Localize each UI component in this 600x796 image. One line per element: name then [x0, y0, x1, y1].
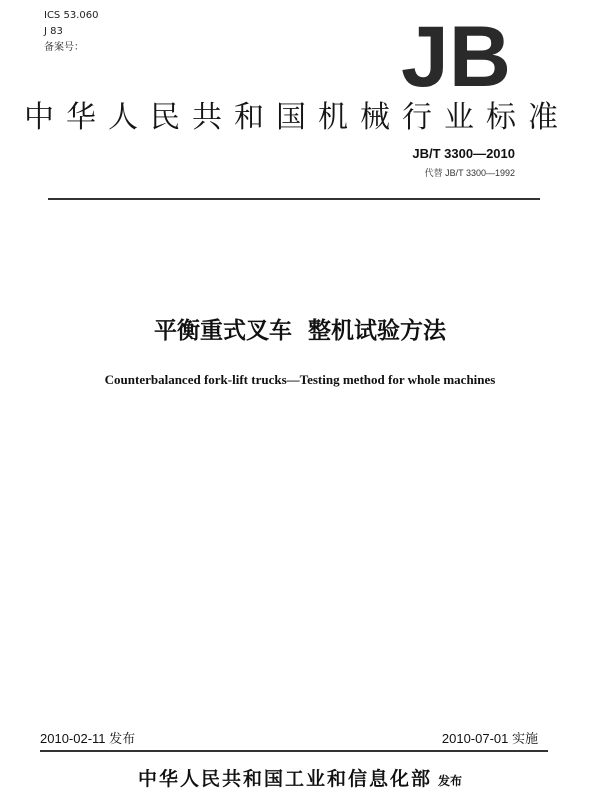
- logo-text: JB: [401, 14, 511, 92]
- issuer-line: [0, 764, 600, 791]
- issue-date: 2010-02-11 发布: [40, 731, 136, 746]
- publish-label: 发布: [438, 774, 463, 788]
- bottom-divider: [40, 750, 548, 752]
- replaces-note: 代替 JB/T 3300—1992: [424, 168, 515, 178]
- issuer-name: 中华人民共和国工业和信息化部: [137, 768, 432, 790]
- standard-number: JB/T 3300—2010: [412, 146, 515, 161]
- ccs-code: J 83: [44, 26, 63, 37]
- implementation-date: 2010-07-01 实施: [441, 731, 538, 746]
- top-divider: [48, 198, 540, 200]
- ics-code: ICS 53.060: [44, 10, 99, 21]
- document-title-english: Counterbalanced fork-lift trucks—Testing method for whole machines: [104, 372, 496, 387]
- jb-logo: [395, 14, 517, 92]
- filing-number: 备案号：: [44, 42, 84, 53]
- document-title-chinese: 平衡重式叉车 整机试验方法: [153, 318, 446, 344]
- organization-title: 中华人民共和国机械行业标准: [24, 100, 570, 135]
